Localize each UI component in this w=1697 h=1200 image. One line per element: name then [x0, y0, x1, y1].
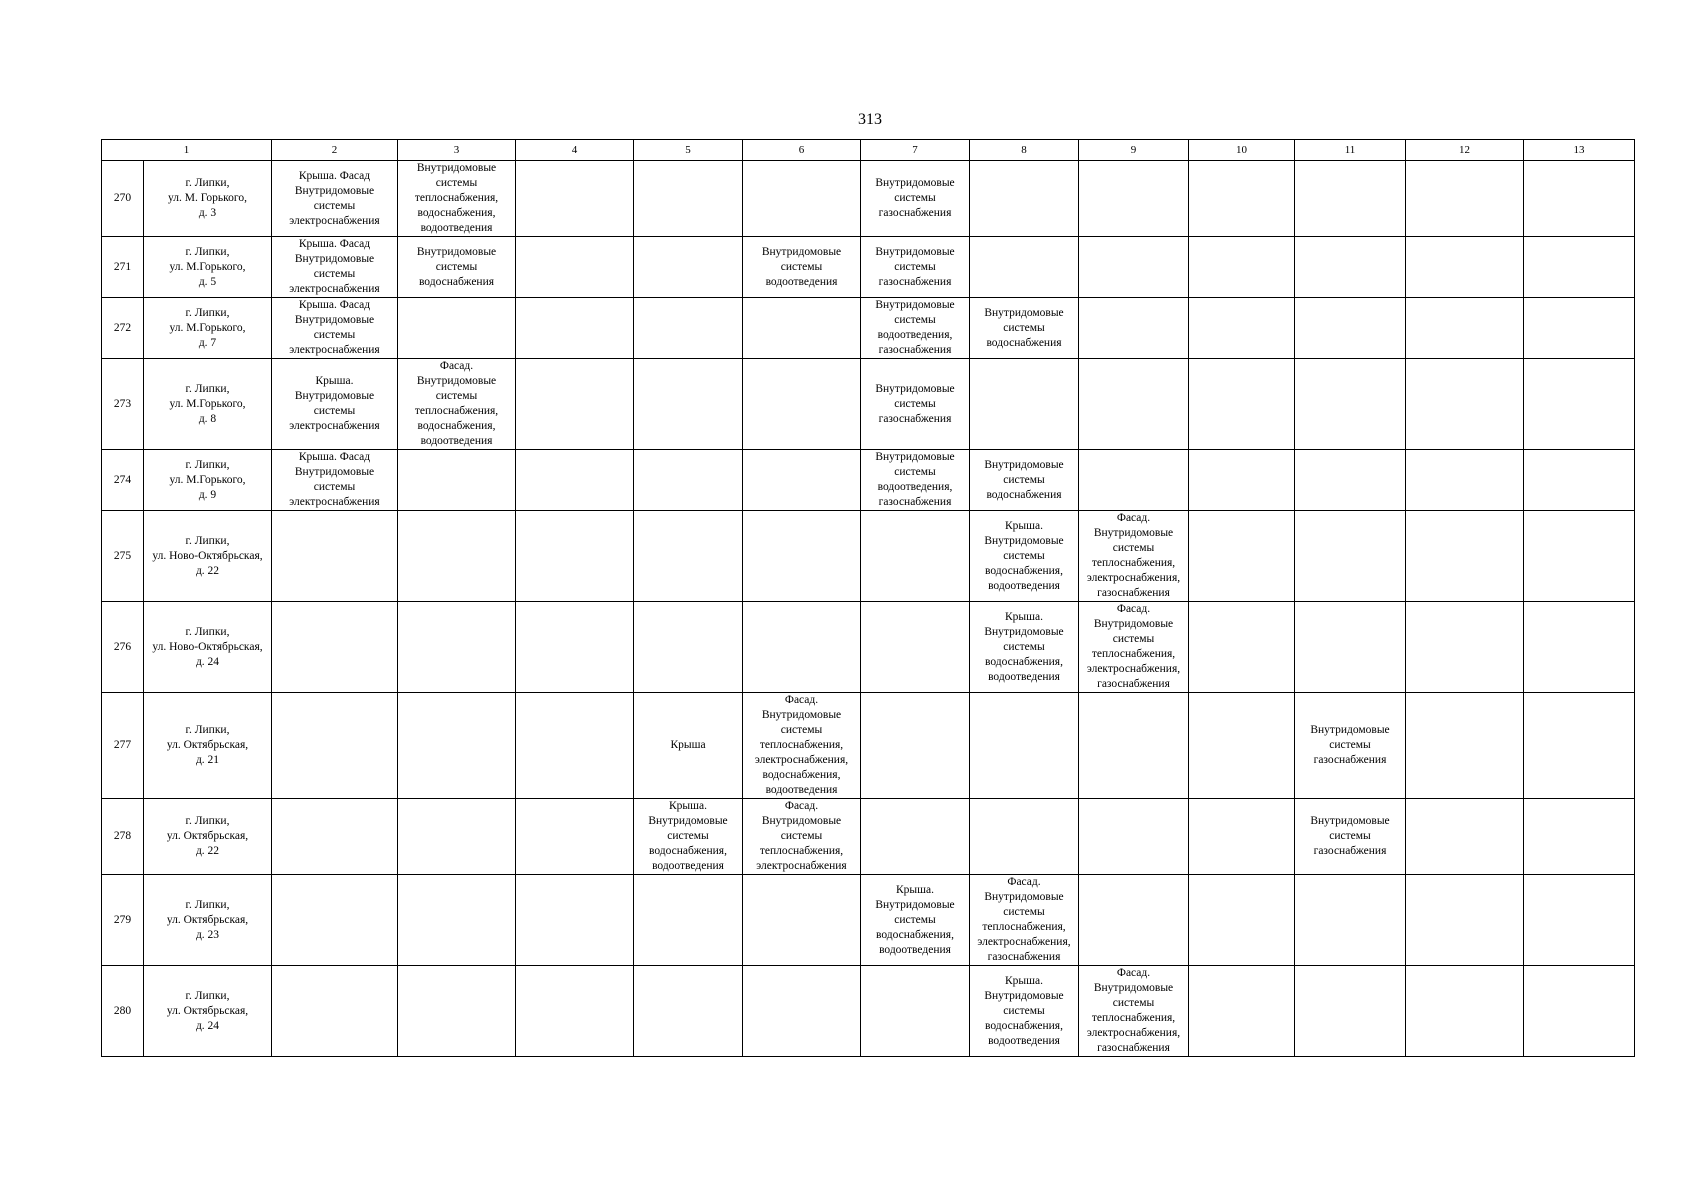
work-cell [1524, 237, 1635, 298]
column-header: 8 [970, 140, 1079, 161]
work-cell [1406, 298, 1524, 359]
work-cell [398, 602, 516, 693]
work-cell [1079, 161, 1189, 237]
address-cell: г. Липки, ул. Ново-Октябрьская, д. 24 [144, 602, 272, 693]
work-cell [1524, 359, 1635, 450]
work-cell [743, 966, 861, 1057]
work-cell: Внутридомовые системы газоснабжения [861, 359, 970, 450]
column-header: 1 [102, 140, 272, 161]
work-cell [1079, 237, 1189, 298]
work-cell [1295, 298, 1406, 359]
work-cell [970, 161, 1079, 237]
work-cell [1079, 298, 1189, 359]
work-cell: Внутридомовые системы водоснабжения [970, 450, 1079, 511]
address-cell: г. Липки, ул. Октябрьская, д. 23 [144, 875, 272, 966]
work-cell [743, 602, 861, 693]
work-cell: Крыша. Внутридомовые системы водоснабжения, водоотведения [970, 602, 1079, 693]
work-cell [516, 693, 634, 799]
table-row [102, 359, 1635, 450]
column-header: 3 [398, 140, 516, 161]
row-number: 271 [102, 237, 144, 298]
work-cell [516, 298, 634, 359]
work-cell [1189, 450, 1295, 511]
work-cell: Фасад. Внутридомовые системы теплоснабжения, водоснабжения, водоотведения [398, 359, 516, 450]
row-number: 275 [102, 511, 144, 602]
column-header: 9 [1079, 140, 1189, 161]
row-number: 280 [102, 966, 144, 1057]
work-cell [861, 693, 970, 799]
work-cell [1524, 161, 1635, 237]
address-cell: г. Липки, ул. Октябрьская, д. 22 [144, 799, 272, 875]
work-cell [634, 511, 743, 602]
address-cell: г. Липки, ул. М.Горького, д. 5 [144, 237, 272, 298]
work-cell [634, 298, 743, 359]
work-cell [1189, 511, 1295, 602]
work-cell [634, 237, 743, 298]
work-cell [1189, 693, 1295, 799]
work-cell [1524, 875, 1635, 966]
work-cell: Крыша. Внутридомовые системы водоснабжения, водоотведения [861, 875, 970, 966]
row-number: 279 [102, 875, 144, 966]
work-cell: Внутридомовые системы водоснабжения [398, 237, 516, 298]
work-cell [1406, 693, 1524, 799]
work-cell [272, 966, 398, 1057]
column-header: 7 [861, 140, 970, 161]
row-number: 278 [102, 799, 144, 875]
work-cell [1189, 359, 1295, 450]
work-cell [516, 799, 634, 875]
work-cell [272, 693, 398, 799]
work-cell [1295, 450, 1406, 511]
column-header: 12 [1406, 140, 1524, 161]
work-cell [1295, 966, 1406, 1057]
work-cell: Крыша. Внутридомовые системы электроснабжения [272, 359, 398, 450]
work-cell: Крыша [634, 693, 743, 799]
address-cell: г. Липки, ул. Октябрьская, д. 21 [144, 693, 272, 799]
work-cell [1295, 875, 1406, 966]
work-cell [1079, 875, 1189, 966]
work-cell [272, 875, 398, 966]
address-cell: г. Липки, ул. М.Горького, д. 8 [144, 359, 272, 450]
table-row [102, 161, 1635, 237]
address-cell: г. Липки, ул. Ново-Октябрьская, д. 22 [144, 511, 272, 602]
work-cell [743, 298, 861, 359]
work-cell [1524, 799, 1635, 875]
work-cell [1406, 966, 1524, 1057]
work-cell: Фасад. Внутридомовые системы теплоснабжения, электроснабжения, газоснабжения [1079, 966, 1189, 1057]
work-cell [634, 966, 743, 1057]
work-cell [1295, 511, 1406, 602]
work-cell: Внутридомовые системы газоснабжения [861, 237, 970, 298]
row-number: 274 [102, 450, 144, 511]
work-cell [743, 875, 861, 966]
work-cell [1406, 161, 1524, 237]
work-cell [516, 511, 634, 602]
table-row [102, 799, 1635, 875]
row-number: 272 [102, 298, 144, 359]
row-number: 273 [102, 359, 144, 450]
work-cell [1189, 875, 1295, 966]
column-header: 2 [272, 140, 398, 161]
work-cell [1406, 450, 1524, 511]
work-cell [861, 602, 970, 693]
work-cell [1189, 966, 1295, 1057]
work-cell [634, 359, 743, 450]
page-number: 313 [858, 111, 882, 128]
work-cell [634, 161, 743, 237]
work-cell [1524, 966, 1635, 1057]
column-header: 13 [1524, 140, 1635, 161]
work-cell: Крыша. Внутридомовые системы водоснабжения, водоотведения [970, 966, 1079, 1057]
work-cell [1079, 359, 1189, 450]
work-cell [1189, 161, 1295, 237]
work-cell: Крыша. Фасад Внутридомовые системы электроснабжения [272, 450, 398, 511]
column-header: 6 [743, 140, 861, 161]
work-cell [1524, 298, 1635, 359]
address-cell: г. Липки, ул. Октябрьская, д. 24 [144, 966, 272, 1057]
work-cell: Фасад. Внутридомовые системы теплоснабжения, электроснабжения, газоснабжения [970, 875, 1079, 966]
work-cell [1079, 450, 1189, 511]
work-cell: Фасад. Внутридомовые системы теплоснабжения, электроснабжения, газоснабжения [1079, 511, 1189, 602]
table-row [102, 511, 1635, 602]
column-header: 5 [634, 140, 743, 161]
work-cell [1189, 237, 1295, 298]
work-cell [272, 511, 398, 602]
work-cell: Фасад. Внутридомовые системы теплоснабжения, электроснабжения, водоснабжения, водоотведения [743, 693, 861, 799]
work-cell: Крыша. Фасад Внутридомовые системы электроснабжения [272, 161, 398, 237]
work-cell [1079, 799, 1189, 875]
work-cell [272, 602, 398, 693]
column-header: 4 [516, 140, 634, 161]
work-cell: Внутридомовые системы газоснабжения [861, 161, 970, 237]
table-row [102, 450, 1635, 511]
work-cell [1406, 875, 1524, 966]
work-cell [1189, 298, 1295, 359]
work-cell [1406, 602, 1524, 693]
work-cell [861, 511, 970, 602]
work-cell [398, 450, 516, 511]
address-cell: г. Липки, ул. М. Горького, д. 3 [144, 161, 272, 237]
work-cell [1406, 359, 1524, 450]
address-cell: г. Липки, ул. М.Горького, д. 7 [144, 298, 272, 359]
column-header: 10 [1189, 140, 1295, 161]
work-cell [1295, 602, 1406, 693]
work-cell [970, 693, 1079, 799]
work-cell [743, 161, 861, 237]
address-cell: г. Липки, ул. М.Горького, д. 9 [144, 450, 272, 511]
work-cell: Крыша. Внутридомовые системы водоснабжения, водоотведения [970, 511, 1079, 602]
work-cell [1524, 693, 1635, 799]
work-cell: Фасад. Внутридомовые системы теплоснабжения, электроснабжения, газоснабжения [1079, 602, 1189, 693]
work-cell [1406, 511, 1524, 602]
work-cell [1295, 161, 1406, 237]
work-cell [516, 237, 634, 298]
work-cell [1524, 602, 1635, 693]
work-cell [1406, 237, 1524, 298]
row-number: 270 [102, 161, 144, 237]
work-cell [743, 450, 861, 511]
work-cell [1079, 693, 1189, 799]
work-cell [1189, 602, 1295, 693]
table-row [102, 966, 1635, 1057]
work-cell [516, 602, 634, 693]
work-cell [1406, 799, 1524, 875]
table-row [102, 693, 1635, 799]
work-cell: Внутридомовые системы газоснабжения [1295, 693, 1406, 799]
work-cell [970, 237, 1079, 298]
work-cell [634, 602, 743, 693]
work-cell [516, 966, 634, 1057]
work-cell: Внутридомовые системы водоотведения, газоснабжения [861, 450, 970, 511]
work-cell [970, 799, 1079, 875]
column-header: 11 [1295, 140, 1406, 161]
work-cell [1295, 359, 1406, 450]
work-cell [398, 799, 516, 875]
work-cell [398, 875, 516, 966]
table-row [102, 237, 1635, 298]
row-number: 277 [102, 693, 144, 799]
header-row [102, 140, 1635, 161]
work-cell [1189, 799, 1295, 875]
work-cell: Внутридомовые системы водоотведения, газоснабжения [861, 298, 970, 359]
work-cell: Внутридомовые системы теплоснабжения, водоснабжения, водоотведения [398, 161, 516, 237]
work-cell [398, 511, 516, 602]
work-cell [634, 450, 743, 511]
work-cell [970, 359, 1079, 450]
work-cell [398, 298, 516, 359]
work-cell: Крыша. Фасад Внутридомовые системы электроснабжения [272, 237, 398, 298]
work-cell [634, 875, 743, 966]
work-cell [398, 693, 516, 799]
work-cell [743, 359, 861, 450]
work-cell: Фасад. Внутридомовые системы теплоснабжения, электроснабжения [743, 799, 861, 875]
work-cell: Внутридомовые системы водоотведения [743, 237, 861, 298]
work-cell: Внутридомовые системы газоснабжения [1295, 799, 1406, 875]
work-cell: Внутридомовые системы водоснабжения [970, 298, 1079, 359]
work-cell [516, 450, 634, 511]
table-row [102, 298, 1635, 359]
work-cell [516, 875, 634, 966]
work-cell [1524, 450, 1635, 511]
work-cell: Крыша. Фасад Внутридомовые системы электроснабжения [272, 298, 398, 359]
table-row [102, 602, 1635, 693]
work-cell [743, 511, 861, 602]
repair-plan-table [101, 139, 1635, 1057]
work-cell [1524, 511, 1635, 602]
work-cell [861, 966, 970, 1057]
table-row [102, 875, 1635, 966]
work-cell [516, 161, 634, 237]
work-cell [861, 799, 970, 875]
work-cell: Крыша. Внутридомовые системы водоснабжения, водоотведения [634, 799, 743, 875]
work-cell [398, 966, 516, 1057]
work-cell [1295, 237, 1406, 298]
work-cell [516, 359, 634, 450]
work-cell [272, 799, 398, 875]
row-number: 276 [102, 602, 144, 693]
